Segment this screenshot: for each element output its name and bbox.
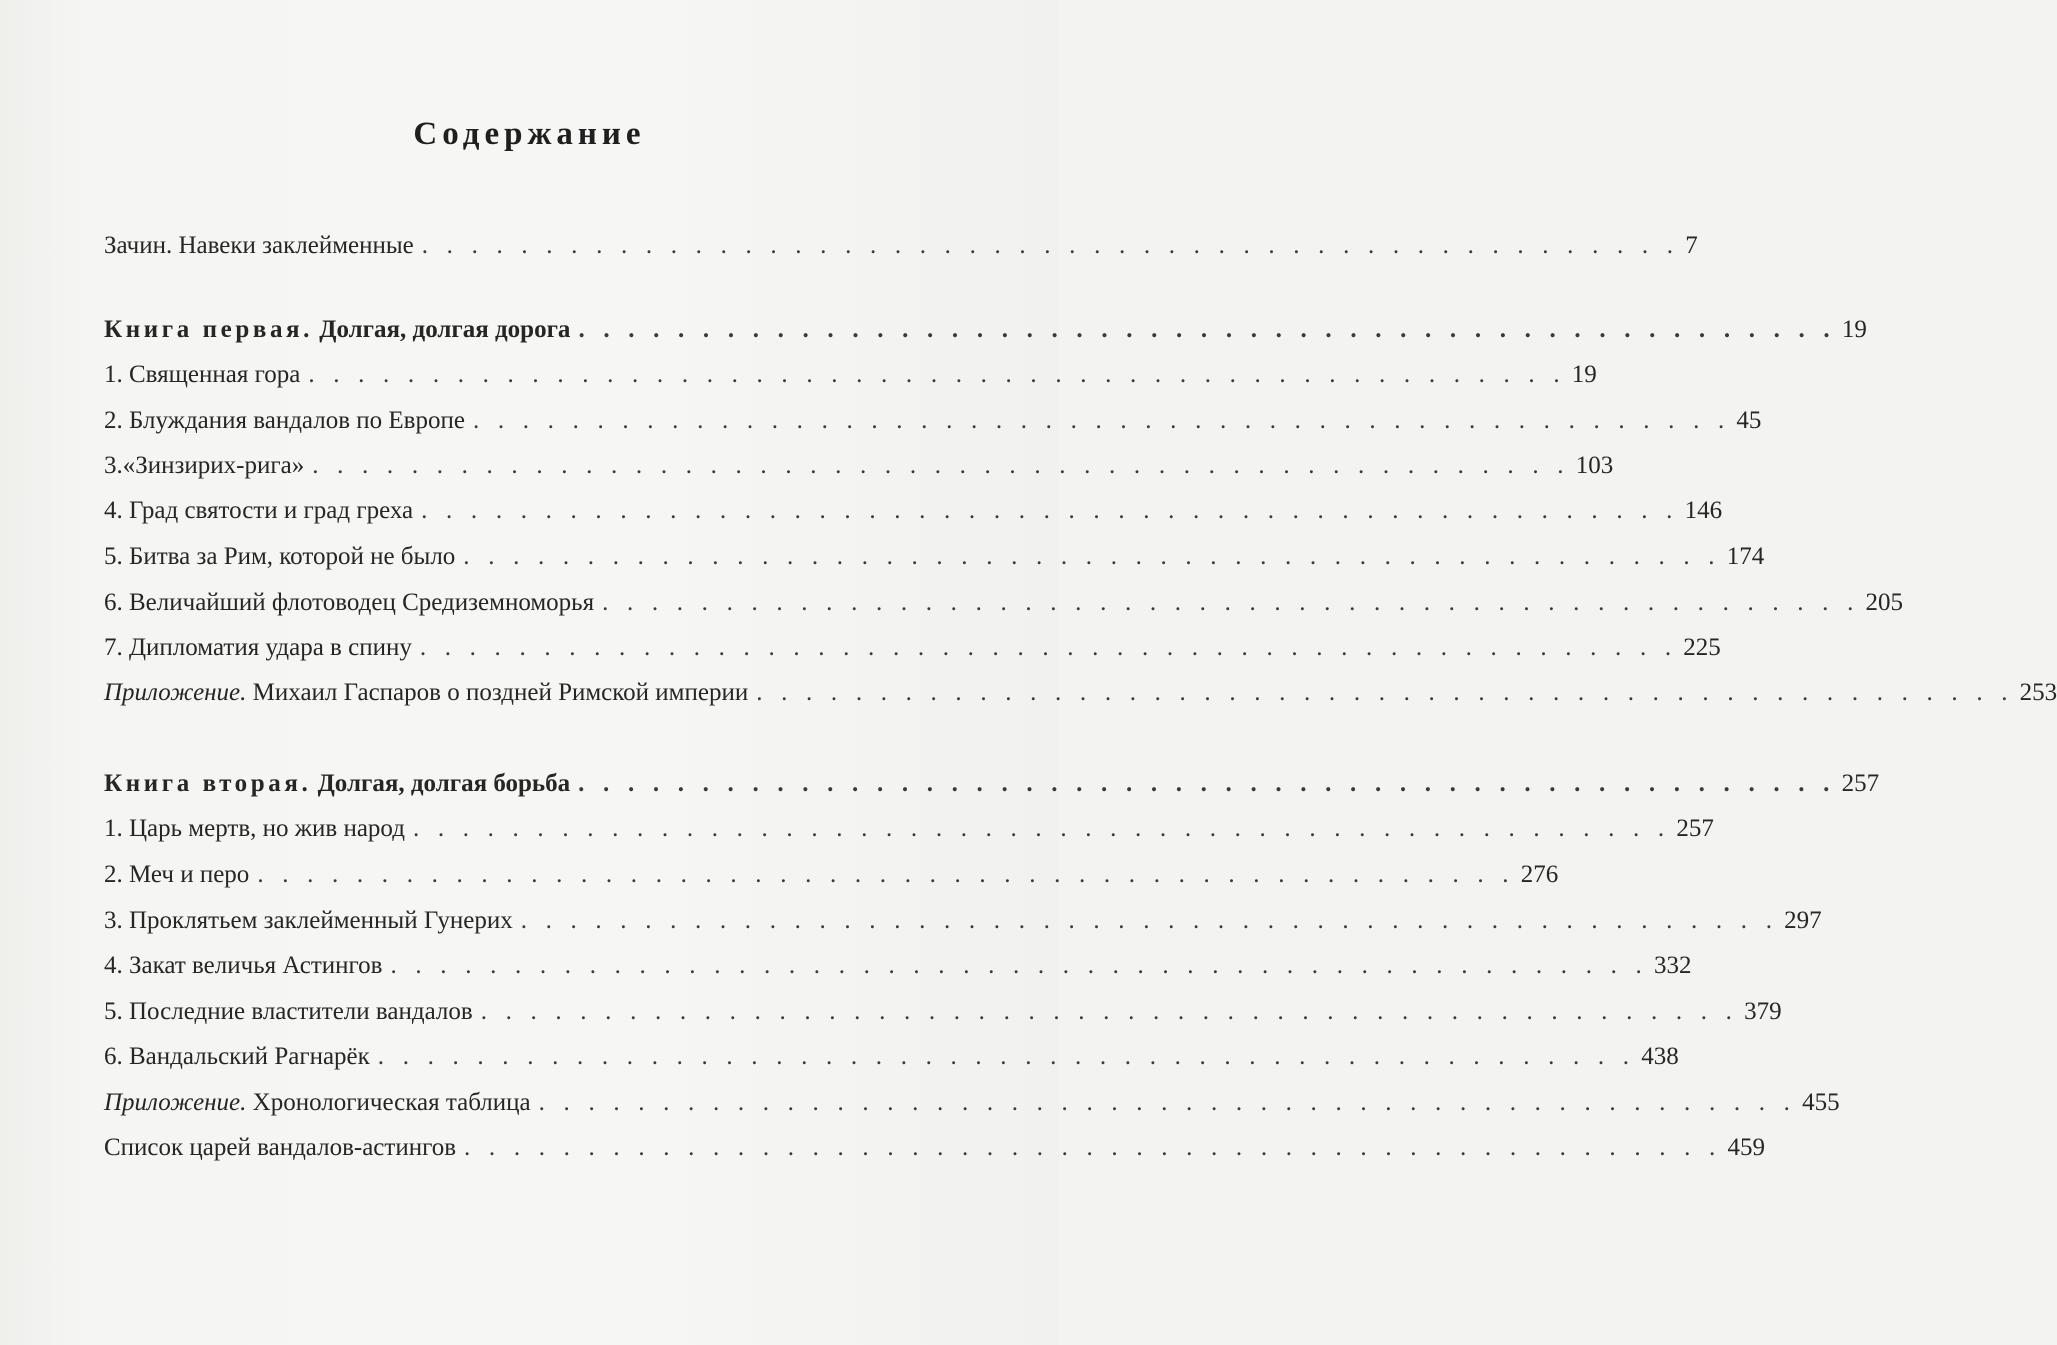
toc-page-number: 174 bbox=[1726, 543, 1765, 570]
toc-entry-appendix[interactable] bbox=[104, 1086, 1840, 1120]
toc-page-number: 103 bbox=[1575, 452, 1614, 479]
toc-page-number: 253 bbox=[2019, 679, 2057, 706]
toc-entry-label: 7. Дипломатия удара в спину bbox=[104, 634, 412, 661]
toc-page-number: 438 bbox=[1641, 1043, 1679, 1070]
appendix-title: Михаил Гаспаров о поздней Римской империи bbox=[246, 679, 749, 706]
dot-leader: . . . . . . . . . . . . . . . . . . . . . . . . . . . . . . . . . . . . . . . . . . . . . . . . . . . bbox=[538, 1089, 1797, 1116]
dot-leader: . . . . . . . . . . . . . . . . . . . . . . . . . . . . . . . . . . . . . . . . . . . . . . . . . . . bbox=[412, 815, 1671, 842]
toc-entry-label: 5. Битва за Рим, которой не было bbox=[104, 543, 456, 570]
toc-entry-label bbox=[104, 676, 748, 710]
toc-page-number: 257 bbox=[1841, 770, 1880, 797]
toc-page-number: 455 bbox=[1802, 1089, 1840, 1116]
toc-entry-intro[interactable] bbox=[104, 229, 1698, 263]
page-title: Содержание bbox=[413, 116, 646, 152]
toc-entry-label: 3.«Зинзирих-рига» bbox=[104, 452, 305, 479]
toc-entry-label: 4. Закат величья Астингов bbox=[104, 952, 383, 979]
toc-entry-chapter[interactable] bbox=[104, 404, 1762, 438]
dot-leader: . . . . . . . . . . . . . . . . . . . . . . . . . . . . . . . . . . . . . . . . . . . . . . . . . . . bbox=[390, 952, 1648, 979]
dot-leader: . . . . . . . . . . . . . . . . . . . . . . . . . . . . . . . . . . . . . . . . . . . . . . . . . . . bbox=[578, 770, 1836, 797]
toc-entry-chapter[interactable] bbox=[104, 812, 1714, 846]
dot-leader: . . . . . . . . . . . . . . . . . . . . . . . . . . . . . . . . . . . . . . . . . . . . . . . . . . . bbox=[377, 1043, 1636, 1070]
book-title-label: Долгая, долгая борьба bbox=[311, 770, 571, 797]
appendix-prefix: Приложение. bbox=[104, 679, 247, 706]
appendix-title: Хронологическая таблица bbox=[246, 1089, 531, 1116]
dot-leader: . . . . . . . . . . . . . . . . . . . . . . . . . . . . . . . . . . . . . . . . . . . . . . . . . . . bbox=[756, 679, 2014, 706]
dot-leader: . . . . . . . . . . . . . . . . . . . . . . . . . . . . . . . . . . . . . . . . . . . . . . . . . . . bbox=[520, 907, 1779, 934]
toc-entry-label: 3. Проклятьем заклейменный Гунерих bbox=[104, 907, 513, 934]
appendix-prefix: Приложение. bbox=[104, 1089, 247, 1116]
dot-leader: . . . . . . . . . . . . . . . . . . . . . . . . . . . . . . . . . . . . . . . . . . . . . . . . . . . bbox=[602, 589, 1860, 616]
toc-entry-chapter[interactable] bbox=[104, 540, 1765, 574]
toc-page-number: 19 bbox=[1841, 316, 1867, 343]
toc-page-number: 459 bbox=[1727, 1134, 1765, 1161]
dot-leader: . . . . . . . . . . . . . . . . . . . . . . . . . . . . . . . . . . . . . . . . . . . . . . . . . . . bbox=[480, 998, 1739, 1025]
toc-entry-label bbox=[104, 313, 570, 347]
toc-entry-chapter[interactable] bbox=[104, 858, 1559, 892]
toc-entry-kings-list[interactable] bbox=[104, 1131, 1765, 1165]
toc-entry-label: Зачин. Навеки заклейменные bbox=[104, 232, 414, 259]
toc-entry-chapter[interactable] bbox=[104, 995, 1782, 1029]
toc-entry-chapter[interactable] bbox=[104, 1040, 1679, 1074]
dot-leader: . . . . . . . . . . . . . . . . . . . . . . . . . . . . . . . . . . . . . . . . . . . . . . . . . . . bbox=[308, 361, 1566, 388]
toc-entry-label: 6. Величайший флотоводец Средиземноморья bbox=[104, 589, 595, 616]
toc-page-number: 45 bbox=[1736, 407, 1762, 434]
toc-entry-book-two[interactable] bbox=[104, 767, 1880, 801]
toc-entry-label: Список царей вандалов-астингов bbox=[104, 1134, 457, 1161]
toc-entry-label bbox=[104, 1086, 531, 1120]
book-title-label: Долгая, долгая дорога bbox=[313, 316, 571, 343]
toc-page-number: 225 bbox=[1683, 634, 1721, 661]
toc-entry-label: 2. Блуждания вандалов по Европе bbox=[104, 407, 465, 434]
toc-entry-label: 1. Царь мертв, но жив народ bbox=[104, 815, 405, 842]
toc-page-number: 19 bbox=[1571, 361, 1597, 388]
dot-leader: . . . . . . . . . . . . . . . . . . . . . . . . . . . . . . . . . . . . . . . . . . . . . . . . . . . bbox=[421, 497, 1679, 524]
dot-leader: . . . . . . . . . . . . . . . . . . . . . . . . . . . . . . . . . . . . . . . . . . . . . . . . . . . bbox=[419, 634, 1678, 661]
toc-entry-chapter[interactable] bbox=[104, 904, 1822, 938]
toc-entry-book-one[interactable] bbox=[104, 313, 1867, 347]
book-heading-label: Книга вторая. bbox=[104, 770, 312, 797]
toc-entry-label: 4. Град святости и град греха bbox=[104, 497, 414, 524]
toc-entry-label: 6. Вандальский Рагнарёк bbox=[104, 1043, 370, 1070]
dot-leader: . . . . . . . . . . . . . . . . . . . . . . . . . . . . . . . . . . . . . . . . . . . . . . . . . . . bbox=[578, 316, 1836, 343]
toc-entry-appendix[interactable] bbox=[104, 676, 2057, 710]
toc-entry-label: 1. Священная гора bbox=[104, 361, 301, 388]
toc-page-number: 257 bbox=[1676, 815, 1714, 842]
book-heading-label: Книга первая. bbox=[104, 316, 314, 343]
toc-entry-label bbox=[104, 767, 570, 801]
toc-page-number: 276 bbox=[1520, 861, 1559, 888]
toc-page-number: 297 bbox=[1784, 907, 1822, 934]
toc-page-number: 332 bbox=[1653, 952, 1692, 979]
dot-leader: . . . . . . . . . . . . . . . . . . . . . . . . . . . . . . . . . . . . . . . . . . . . . . . . . . . bbox=[421, 232, 1680, 259]
toc-entry-label: 2. Меч и перо bbox=[104, 861, 250, 888]
dot-leader: . . . . . . . . . . . . . . . . . . . . . . . . . . . . . . . . . . . . . . . . . . . . . . . . . . . bbox=[472, 407, 1731, 434]
toc-entry-chapter[interactable] bbox=[104, 949, 1692, 983]
toc-page-number: 7 bbox=[1685, 232, 1698, 259]
dot-leader: . . . . . . . . . . . . . . . . . . . . . . . . . . . . . . . . . . . . . . . . . . . . . . . . . . . bbox=[464, 1134, 1722, 1161]
toc-page-number: 146 bbox=[1684, 497, 1723, 524]
dot-leader: . . . . . . . . . . . . . . . . . . . . . . . . . . . . . . . . . . . . . . . . . . . . . . . . . . . bbox=[463, 543, 1721, 570]
toc-entry-label: 5. Последние властители вандалов bbox=[104, 998, 473, 1025]
toc-page-number: 205 bbox=[1865, 589, 1904, 616]
toc-entry-chapter[interactable] bbox=[104, 631, 1721, 665]
dot-leader: . . . . . . . . . . . . . . . . . . . . . . . . . . . . . . . . . . . . . . . . . . . . . . . . . . . bbox=[257, 861, 1515, 888]
toc-entry-chapter[interactable] bbox=[104, 494, 1723, 528]
toc-entry-chapter[interactable] bbox=[104, 449, 1614, 483]
toc-page-number: 379 bbox=[1744, 998, 1782, 1025]
toc-entry-chapter[interactable] bbox=[104, 358, 1597, 392]
dot-leader: . . . . . . . . . . . . . . . . . . . . . . . . . . . . . . . . . . . . . . . . . . . . . . . . . . . bbox=[312, 452, 1570, 479]
toc-entry-chapter[interactable] bbox=[104, 586, 1904, 620]
